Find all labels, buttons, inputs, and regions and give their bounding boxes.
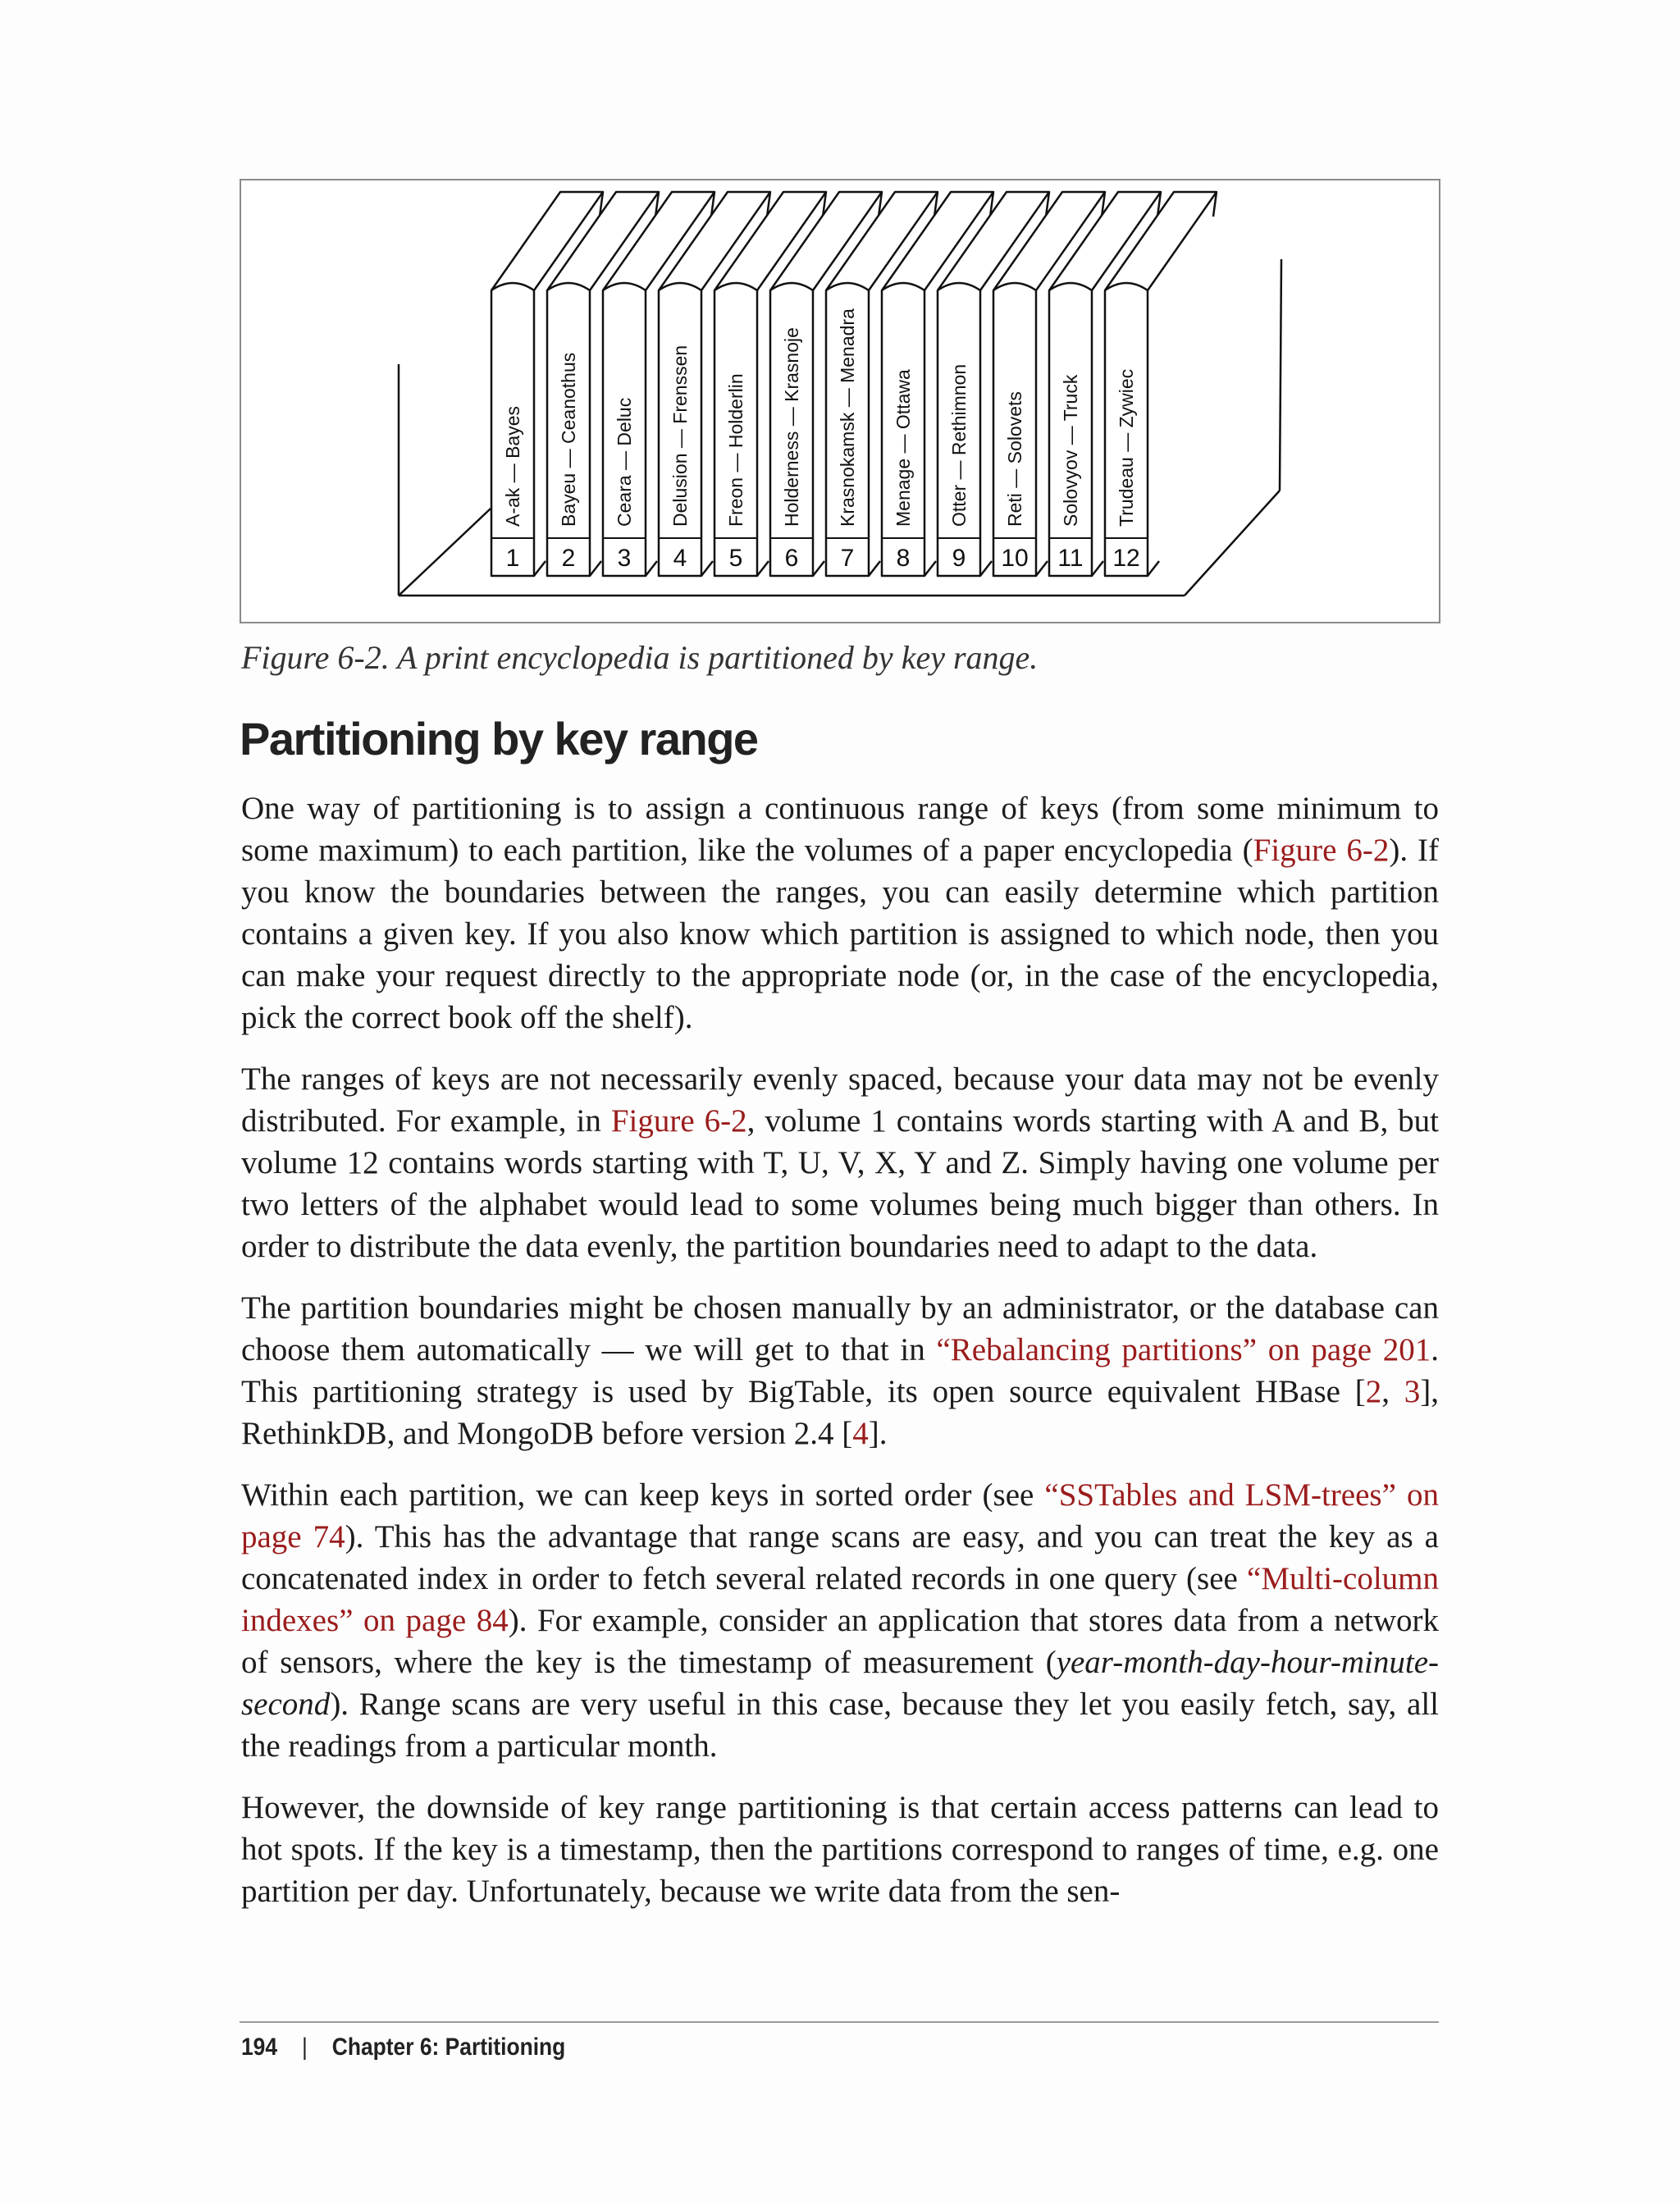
volume-label: Menage — Ottawa [892, 369, 914, 527]
volume-label: A-ak — Bayes [502, 406, 523, 527]
text-run: The ranges of keys are not necessarily evenly spaced, because your data may not be evenly distributed. For example, in [241, 1061, 1439, 1139]
book-volume [1105, 192, 1217, 576]
footer-rule [240, 2021, 1439, 2023]
figure-frame [240, 179, 1440, 623]
page-footer [241, 2031, 565, 2064]
paragraph-5 [241, 1787, 1439, 1912]
shelf-left-diagonal [399, 509, 491, 596]
citation-link[interactable]: 4 [852, 1416, 869, 1451]
citation-link[interactable]: 2 [1365, 1374, 1382, 1409]
volume-number: 2 [561, 545, 576, 572]
volume-label: Bayeu — Ceanothus [558, 352, 579, 527]
figure-link[interactable]: Figure 6-2 [610, 1103, 747, 1139]
chapter-title: Chapter 6: Partitioning [331, 2034, 566, 2061]
volume-number: 11 [1057, 545, 1084, 572]
text-run: ]. [868, 1416, 888, 1451]
text-run: ). This has the advantage that range scans are easy, and you can treat the key as a concatenated index in order to fetch several related records in one query (see [241, 1519, 1439, 1596]
paragraph-3 [241, 1287, 1439, 1454]
volume-number: 9 [952, 545, 966, 572]
shelf-right-post [1280, 259, 1281, 491]
volume-number: 3 [617, 545, 632, 572]
figure-link[interactable]: Figure 6-2 [1253, 833, 1390, 868]
volume-number: 6 [784, 545, 799, 572]
book-volumes [491, 192, 1217, 576]
text-run: . This partitioning strategy is used by BigTable, its open source equivalent HBase [ [241, 1332, 1439, 1409]
volume-label: Ceara — Deluc [614, 397, 635, 527]
shelf-right-diagonal [1185, 491, 1280, 596]
text-run: The partition boundaries might be chosen manually by an administrator, or the database can choose them automatically — we will get to that in [241, 1290, 1439, 1367]
volume-number: 5 [728, 545, 743, 572]
emphasis-term: year-month-day-hour-minute-second [241, 1645, 1439, 1722]
text-run: ). For example, consider an application that stores data from a network of sensors, where the key is the timestamp of measurement ( [241, 1603, 1439, 1680]
text-run: ). If you know the boundaries between the ranges, you can easily determine which partition contains a given key. If you also know which partition is assigned to which node, then you can make your request directly to the appropriate node (or, in the case of the encyclopedia, pick the correct book off the shelf). [241, 833, 1440, 1035]
volume-number: 4 [673, 545, 687, 572]
sstables-link[interactable]: “SSTables and LSM-trees” on page 74 [241, 1477, 1439, 1554]
text-run: However, the downside of key range partitioning is that certain access patterns can lead to hot spots. If the key is a timestamp, then the partitions correspond to ranges of time, e.g. one partition per day. Unfortunately, because we write data from the sen- [241, 1790, 1439, 1909]
text-run: , volume 1 contains words starting with A and B, but volume 12 contains words starting with T, U, V, X, Y and Z. Simply having one volume per two letters of the alphabet would lead to some volumes being much bigger than others. In order to distribute the data evenly, the partition boundaries need to adapt to the data. [241, 1103, 1440, 1264]
section-heading: Partitioning by key range [240, 713, 758, 765]
volume-number: 7 [840, 545, 855, 572]
volume-label: Solovyov — Truck [1060, 374, 1081, 527]
figure-caption: Figure 6-2. A print encyclopedia is partitioned by key range. [241, 639, 1039, 676]
text-run: Within each partition, we can keep keys in sorted order (see [241, 1477, 1045, 1513]
multicolumn-indexes-link[interactable]: “Multi-column indexes” on page 84 [241, 1561, 1439, 1638]
paragraph-1 [241, 788, 1439, 1039]
text-run: ], RethinkDB, and MongoDB before version 2.4 [ [241, 1374, 1440, 1451]
volume-label: Holderness — Krasnoje [781, 327, 802, 527]
rebalancing-link[interactable]: “Rebalancing partitions” on page 201 [936, 1332, 1431, 1367]
volume-number: 1 [505, 545, 520, 572]
body-text [241, 788, 1439, 1932]
volume-label: Trudeau — Zywiec [1116, 368, 1137, 527]
bookshelf-illustration [241, 180, 1442, 625]
volume-label: Delusion — Frenssen [669, 345, 691, 527]
volume-number: 10 [1001, 545, 1029, 572]
paragraph-4 [241, 1474, 1439, 1767]
paragraph-2 [241, 1058, 1439, 1267]
volume-label: Reti — Solovets [1004, 391, 1025, 527]
footer-separator: | [301, 2034, 308, 2061]
volume-number: 12 [1112, 545, 1140, 572]
text-run: , [1381, 1374, 1404, 1409]
volume-label: Otter — Rethimnon [948, 363, 970, 527]
page-number: 194 [241, 2034, 278, 2061]
volume-label: Freon — Holderlin [725, 373, 746, 527]
text-run: One way of partitioning is to assign a continuous range of keys (from some minimum to some maximum) to each partition, like the volumes of a paper encyclopedia ( [241, 791, 1439, 868]
volume-number: 8 [896, 545, 911, 572]
text-run: ). Range scans are very useful in this case, because they let you easily fetch, say, all the readings from a particular month. [241, 1687, 1439, 1764]
citation-link[interactable]: 3 [1404, 1374, 1421, 1409]
volume-label: Krasnokamsk — Menadra [837, 308, 858, 527]
